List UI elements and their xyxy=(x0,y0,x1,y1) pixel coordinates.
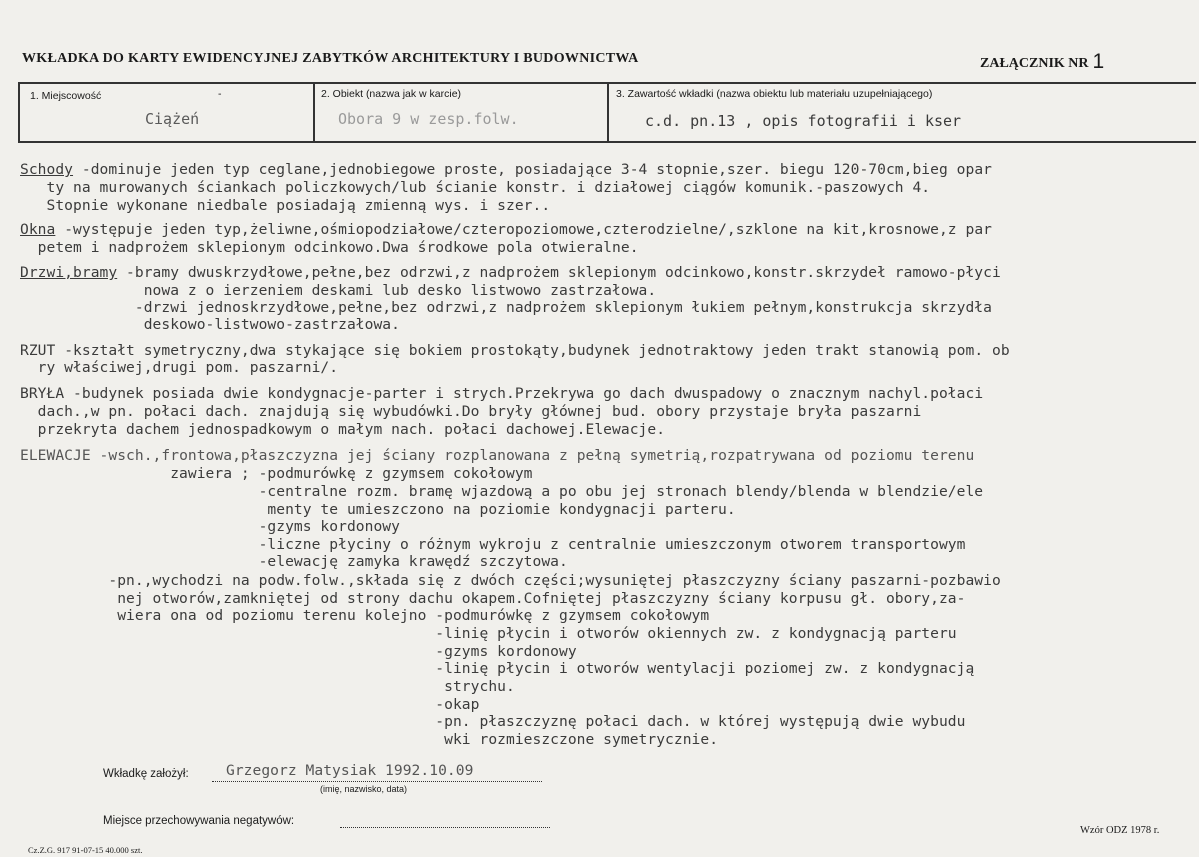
rzut-line-2: ry właściwej,drugi pom. paszarni/. xyxy=(20,359,339,376)
schody-line-3: Stopnie wykonane niedbale posiadają zmienną wys. i szer.. xyxy=(20,197,551,214)
content-label: 3. Zawartość wkładki (nazwa obiektu lub materiału uzupełniającego) xyxy=(616,88,933,100)
elewacje-line-7: -elewację zamyka krawędź szczytowa. xyxy=(20,553,568,570)
drzwi-line-2: nowa z o ierzeniem deskami lub desko listwowo zastrzałowa. xyxy=(20,282,657,299)
table-divider-1 xyxy=(313,82,315,142)
elewacje-line-17: wki rozmieszczone symetrycznie. xyxy=(20,731,719,748)
bryla-line-3: przekryta dachem jednospadkowym o małym nach. połaci dachowej.Elewacje. xyxy=(20,421,666,438)
storage-underline xyxy=(340,827,550,828)
bryla-heading: BRYŁA xyxy=(20,385,65,402)
rzut-heading: RZUT xyxy=(20,342,56,359)
elewacje-line-3: -centralne rozm. bramę wjazdową a po obu jej stronach blendy/blenda w blendzie/ele xyxy=(20,483,984,500)
rzut-text-1: -kształt symetryczny,dwa stykające się bokiem prostokąty,budynek jednotraktowy jeden trakt stanowią pom. ob xyxy=(55,342,1010,359)
schody-line-1 xyxy=(20,161,992,178)
drzwi-heading: Drzwi,bramy xyxy=(20,264,118,281)
schody-heading: Schody xyxy=(20,161,74,178)
elewacje-heading: ELEWACJE xyxy=(20,447,91,464)
locality-value: Ciążeń xyxy=(145,110,200,128)
elewacje-line-1 xyxy=(20,447,974,464)
founded-underline xyxy=(212,781,542,782)
founded-sub: (imię, nazwisko, data) xyxy=(320,784,408,794)
elewacje-line-15: -okap xyxy=(20,696,480,713)
okna-text-1: -występuje jeden typ,żeliwne,ośmiopodziałowe/czteropoziomowe,czterodzielne/,szklone na kit,krosnowe,z par xyxy=(55,221,992,238)
elewacje-line-12: -gzyms kordonowy xyxy=(20,643,577,660)
locality-label: 1. Miejscowość xyxy=(30,90,102,102)
content-value: c.d. pn.13 , opis fotografii i kser xyxy=(645,112,962,130)
elewacje-line-6: -liczne płyciny o różnym wykroju z centralnie umieszczonym otworem transportowym xyxy=(20,536,966,553)
bryla-line-1 xyxy=(20,385,983,402)
elewacje-text-1: -wsch.,frontowa,płaszczyzna jej ściany rozplanowana z pełną symetrią,rozpatrywana od poziomu terenu xyxy=(90,447,975,464)
attachment-label-text: ZAŁĄCZNIK NR xyxy=(980,56,1089,71)
pattern-label: Wzór ODZ 1978 r. xyxy=(1080,825,1160,836)
object-label: 2. Obiekt (nazwa jak w karcie) xyxy=(321,88,462,100)
locality-dash: - xyxy=(218,88,222,100)
elewacje-line-5: -gzyms kordonowy xyxy=(20,518,400,535)
attachment-label xyxy=(980,49,1104,73)
okna-heading: Okna xyxy=(20,221,56,238)
table-divider-2 xyxy=(607,82,609,142)
elewacje-line-2: zawiera ; -podmurówkę z gzymsem cokołowym xyxy=(20,465,533,482)
elewacje-line-14: strychu. xyxy=(20,678,515,695)
drzwi-line-3: -drzwi jednoskrzydłowe,pełne,bez odrzwi,z nadprożem sklepionym łukiem pełnym,konstrukcja skrzydła xyxy=(20,299,992,316)
elewacje-line-8: -pn.,wychodzi na podw.folw.,składa się z dwóch części;wysuniętej płaszczyzny ściany paszarni-pozbawio xyxy=(20,572,1001,589)
drzwi-text-1: -bramy dwuskrzydłowe,pełne,bez odrzwi,z nadprożem sklepionym odcinkowo,konstr.skrzydeł ramowo-płyci xyxy=(117,264,1001,281)
form-title: WKŁADKA DO KARTY EWIDENCYJNEJ ZABYTKÓW ARCHITEKTURY I BUDOWNICTWA xyxy=(22,51,639,66)
bryla-line-2: dach.,w pn. połaci dach. znajdują się wybudówki.Do bryły głównej bud. obory przystaje bryła paszarni xyxy=(20,403,922,420)
schody-line-2: ty na murowanych ściankach policzkowych/lub ścianie konstr. i działowej ciągów komunik.-paszowych 4. xyxy=(20,179,931,196)
drzwi-line-4: deskowo-listwowo-zastrzałowa. xyxy=(20,316,400,333)
elewacje-line-13: -linię płycin i otworów wentylacji poziomej zw. z kondygnacją xyxy=(20,660,975,677)
bryla-text-1: -budynek posiada dwie kondygnacje-parter i strych.Przekrywa go dach dwuspadowy o znacznym nachyl.połaci xyxy=(64,385,984,402)
storage-label: Miejsce przechowywania negatywów: xyxy=(103,815,295,827)
rzut-line-1 xyxy=(20,342,1010,359)
elewacje-line-11: -linię płycin i otworów okiennych zw. z kondygnacją parteru xyxy=(20,625,957,642)
elewacje-line-16: -pn. płaszczyznę połaci dach. w której występują dwie wybudu xyxy=(20,713,966,730)
elewacje-line-9: nej otworów,zamkniętej od strony dachu okapem.Cofniętej płaszczyzny ściany korpusu gł. obory,za- xyxy=(20,590,966,607)
founded-label: Wkładkę założył: xyxy=(103,768,189,780)
okna-line-1 xyxy=(20,221,992,238)
table-left-border xyxy=(18,82,20,142)
elewacje-line-4: menty te umieszczono na poziomie kondygnacji parteru. xyxy=(20,501,736,518)
attachment-number: 1 xyxy=(1092,50,1105,73)
founded-value: Grzegorz Matysiak 1992.10.09 xyxy=(226,762,474,779)
print-code: Cz.Z.G. 917 91-07-15 40.000 szt. xyxy=(28,845,143,855)
schody-text-1: -dominuje jeden typ ceglane,jednobiegowe proste, posiadające 3-4 stopnie,szer. biegu 120-70cm,bieg opar xyxy=(73,161,992,178)
drzwi-line-1 xyxy=(20,264,1001,281)
object-value: Obora 9 w zesp.folw. xyxy=(338,110,519,128)
elewacje-line-10: wiera ona od poziomu terenu kolejno -podmurówkę z gzymsem cokołowym xyxy=(20,607,710,624)
okna-line-2: petem i nadprożem sklepionym odcinkowo.Dwa środkowe pola otwieralne. xyxy=(20,239,639,256)
